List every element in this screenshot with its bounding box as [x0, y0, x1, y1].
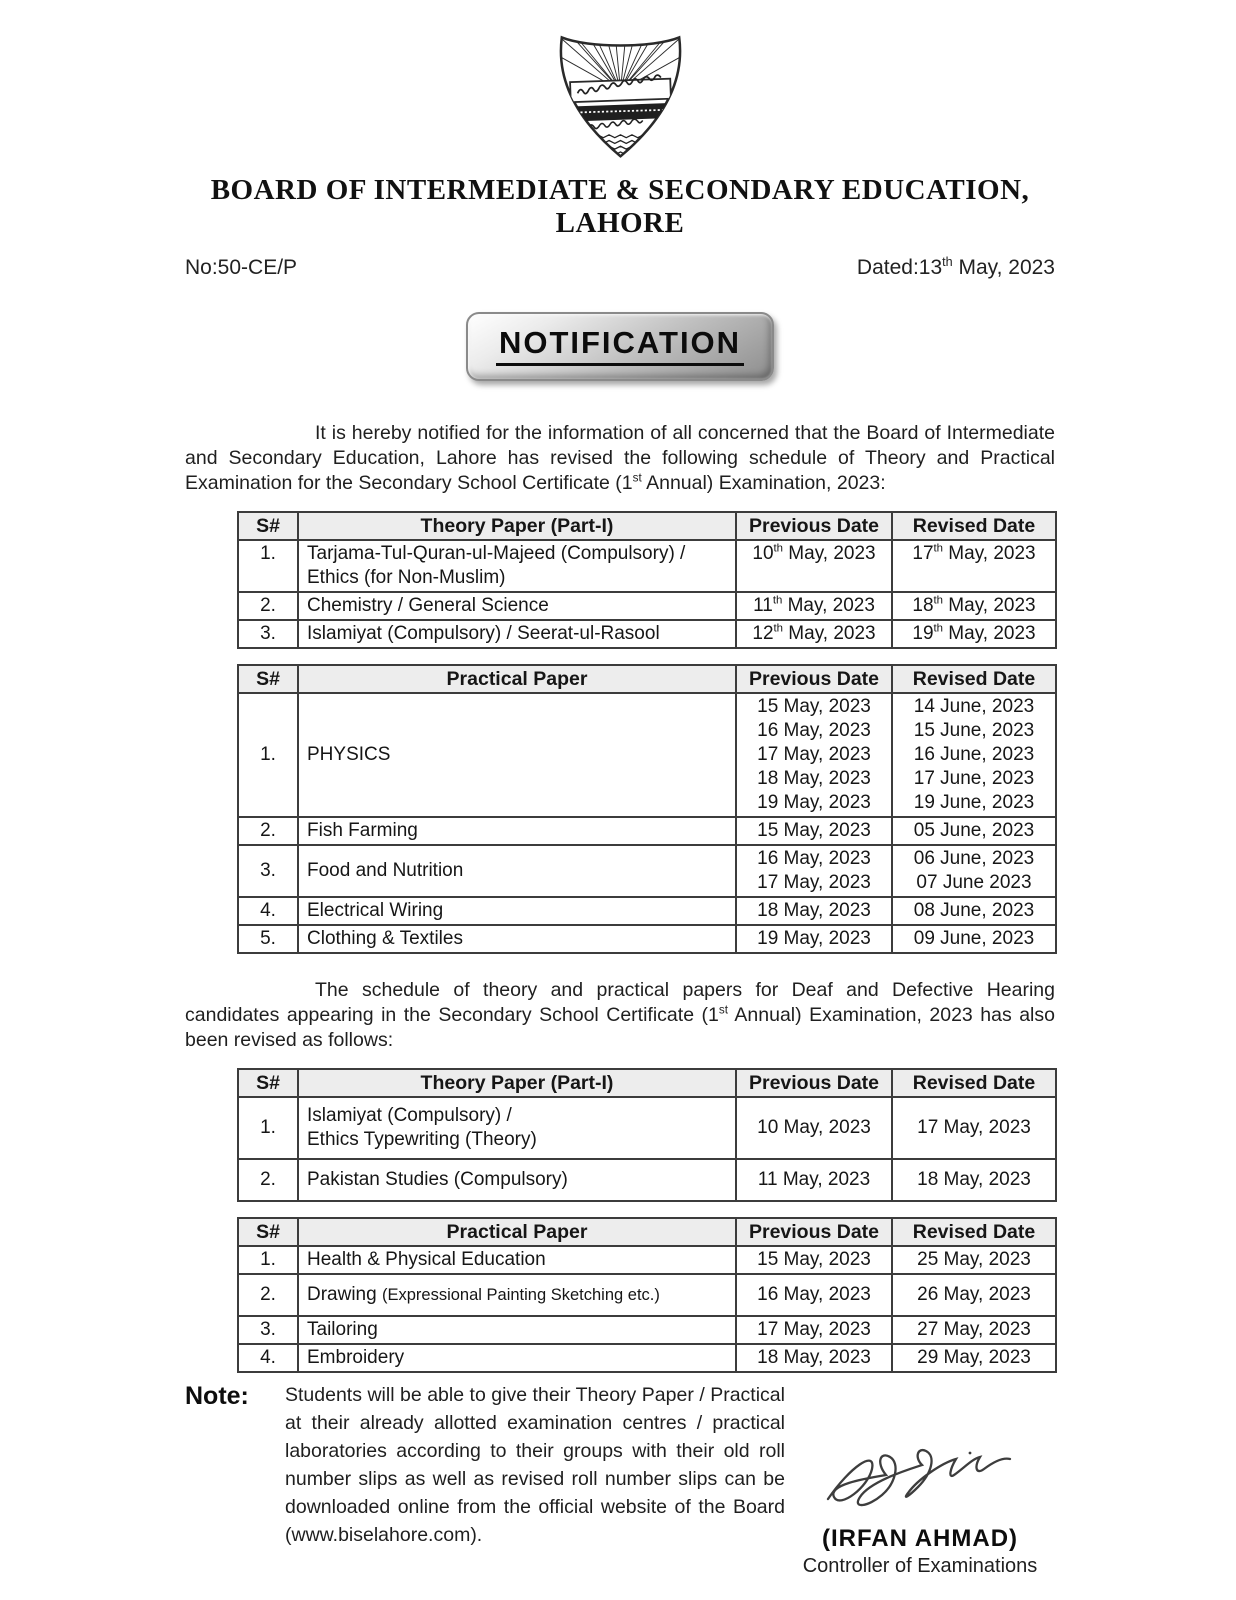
column-header: Previous Date: [736, 512, 892, 540]
previous-date: 18 May, 2023: [736, 897, 892, 925]
revised-date: 06 June, 2023 07 June 2023: [892, 845, 1056, 897]
deaf-practical-paper-table: [237, 1217, 1057, 1373]
revised-date: 19th May, 2023: [892, 620, 1056, 648]
column-header: S#: [238, 512, 298, 540]
previous-date: 15 May, 2023: [736, 1246, 892, 1274]
revised-date: 26 May, 2023: [892, 1274, 1056, 1316]
reference-number: No:50-CE/P: [185, 256, 298, 279]
previous-date: 16 May, 2023: [736, 1274, 892, 1316]
column-header: S#: [238, 665, 298, 693]
table-row: 3. Tailoring 17 May, 2023 27 May, 2023: [238, 1316, 1056, 1344]
paper-name: Islamiyat (Compulsory) / Seerat-ul-Rasool: [298, 620, 736, 648]
stamp-container: [185, 312, 1055, 381]
revised-date: 25 May, 2023: [892, 1246, 1056, 1274]
signatory-name: (IRFAN AHMAD): [821, 1525, 1019, 1552]
column-header: Revised Date: [892, 1218, 1056, 1246]
table-row: 4. Electrical Wiring 18 May, 2023 08 June, 2023: [238, 897, 1056, 925]
revised-date: 08 June, 2023: [892, 897, 1056, 925]
signature-icon: [812, 1433, 1028, 1519]
table-row: 1. Tarjama-Tul-Quran-ul-Majeed (Compulsory) / Ethics (for Non-Muslim) 10th May, 2023 17th May, 2023: [238, 540, 1056, 592]
column-header: S#: [238, 1218, 298, 1246]
paper-name: Chemistry / General Science: [298, 592, 736, 620]
reference-row: [185, 256, 1055, 280]
previous-date: 12th May, 2023: [736, 620, 892, 648]
revised-date: 18 May, 2023: [892, 1159, 1056, 1201]
previous-date: 11 May, 2023: [736, 1159, 892, 1201]
table-row: 2. Pakistan Studies (Compulsory) 11 May, 2023 18 May, 2023: [238, 1159, 1056, 1201]
practical-paper-table: [237, 664, 1057, 954]
intro-paragraph: It is hereby notified for the information of all concerned that the Board of Intermediate and Secondary Education, Lahore has revised the following schedule of Theory and Practical Examination for the Secondary School Certificate (1st Annual) Examination, 2023:: [185, 422, 1055, 494]
previous-date: 10 May, 2023: [736, 1097, 892, 1159]
previous-date: 19 May, 2023: [736, 925, 892, 953]
paper-name: Pakistan Studies (Compulsory): [298, 1159, 736, 1201]
table-row: 1. Islamiyat (Compulsory) / Ethics Typewriting (Theory) 10 May, 2023 17 May, 2023: [238, 1097, 1056, 1159]
table-row: 3. Islamiyat (Compulsory) / Seerat-ul-Rasool 12th May, 2023 19th May, 2023: [238, 620, 1056, 648]
column-header: Theory Paper (Part-I): [298, 512, 736, 540]
paper-name: Drawing (Expressional Painting Sketching etc.): [298, 1274, 736, 1316]
table-header-row: [238, 1069, 1056, 1097]
logo-container: [185, 26, 1055, 164]
table-row: 3. Food and Nutrition 16 May, 2023 17 May, 2023 06 June, 2023 07 June 2023: [238, 845, 1056, 897]
previous-date: 15 May, 2023 16 May, 2023 17 May, 2023 18 May, 2023 19 May, 2023: [736, 693, 892, 817]
column-header: Practical Paper: [298, 1218, 736, 1246]
paper-name: Tarjama-Tul-Quran-ul-Majeed (Compulsory) / Ethics (for Non-Muslim): [298, 540, 736, 592]
revised-date: 27 May, 2023: [892, 1316, 1056, 1344]
column-header: Previous Date: [736, 665, 892, 693]
table-row: 1. Health & Physical Education 15 May, 2023 25 May, 2023: [238, 1246, 1056, 1274]
paper-name: Electrical Wiring: [298, 897, 736, 925]
previous-date: 15 May, 2023: [736, 817, 892, 845]
column-header: Theory Paper (Part-I): [298, 1069, 736, 1097]
paper-name: Food and Nutrition: [298, 845, 736, 897]
paper-name: Clothing & Textiles: [298, 925, 736, 953]
paper-name: Islamiyat (Compulsory) / Ethics Typewriting (Theory): [298, 1097, 736, 1159]
deaf-theory-paper-table: [237, 1068, 1057, 1202]
theory-paper-table: [237, 511, 1057, 649]
table-row: 2. Chemistry / General Science 11th May, 2023 18th May, 2023: [238, 592, 1056, 620]
table-row: 1. PHYSICS 15 May, 2023 16 May, 2023 17 May, 2023 18 May, 2023 19 May, 2023 14 June, 2023 15 June, 2023 16 June, 2023 17 June, 2023 19 June, 2023: [238, 693, 1056, 817]
dated-label: Dated:13th May, 2023: [856, 255, 1055, 279]
table-row: 5. Clothing & Textiles 19 May, 2023 09 June, 2023: [238, 925, 1056, 953]
revised-date: 14 June, 2023 15 June, 2023 16 June, 2023 17 June, 2023 19 June, 2023: [892, 693, 1056, 817]
table-row: 2. Fish Farming 15 May, 2023 05 June, 2023: [238, 817, 1056, 845]
previous-date: 16 May, 2023 17 May, 2023: [736, 845, 892, 897]
notification-stamp-label: NOTIFICATION: [496, 325, 744, 366]
paper-name: Embroidery: [298, 1344, 736, 1372]
revised-date: 17th May, 2023: [892, 540, 1056, 592]
table-header-row: [238, 1218, 1056, 1246]
column-header: S#: [238, 1069, 298, 1097]
column-header: Revised Date: [892, 512, 1056, 540]
note-section: [185, 1381, 1055, 1578]
previous-date: 18 May, 2023: [736, 1344, 892, 1372]
revised-date: 18th May, 2023: [892, 592, 1056, 620]
table-header-row: [238, 665, 1056, 693]
column-header: Revised Date: [892, 1069, 1056, 1097]
table-row: 4. Embroidery 18 May, 2023 29 May, 2023: [238, 1344, 1056, 1372]
note-text: Students will be able to give their Theory Paper / Practical at their already allotted examination centres / practical laboratories according to their groups with their old roll number slips as well as revised roll number slips can be downloaded online from the official website of the Board (www.biselahore.com).: [285, 1384, 785, 1546]
revised-date: 17 May, 2023: [892, 1097, 1056, 1159]
revised-date: 29 May, 2023: [892, 1344, 1056, 1372]
signatory-title: Controller of Examinations: [802, 1555, 1038, 1577]
column-header: Practical Paper: [298, 665, 736, 693]
paper-name: PHYSICS: [298, 693, 736, 817]
signature-block: [785, 1381, 1055, 1578]
column-header: Revised Date: [892, 665, 1056, 693]
previous-date: 11th May, 2023: [736, 592, 892, 620]
previous-date: 10th May, 2023: [736, 540, 892, 592]
note-label: Note:: [185, 1382, 249, 1410]
table-header-row: [238, 512, 1056, 540]
page-title: BOARD OF INTERMEDIATE & SECONDARY EDUCATION, LAHORE: [210, 174, 1030, 239]
revised-date: 05 June, 2023: [892, 817, 1056, 845]
table-row: 2. Drawing (Expressional Painting Sketching etc.) 16 May, 2023 26 May, 2023: [238, 1274, 1056, 1316]
paper-name: Fish Farming: [298, 817, 736, 845]
paper-name: Health & Physical Education: [298, 1246, 736, 1274]
board-crest-icon: [548, 26, 693, 162]
revised-date: 09 June, 2023: [892, 925, 1056, 953]
deaf-candidates-paragraph: The schedule of theory and practical papers for Deaf and Defective Hearing candidates appearing in the Secondary School Certificate (1st Annual) Examination, 2023 has also been revised as follows:: [185, 979, 1055, 1051]
notification-stamp: [466, 312, 774, 381]
column-header: Previous Date: [736, 1069, 892, 1097]
previous-date: 17 May, 2023: [736, 1316, 892, 1344]
column-header: Previous Date: [736, 1218, 892, 1246]
paper-name: Tailoring: [298, 1316, 736, 1344]
